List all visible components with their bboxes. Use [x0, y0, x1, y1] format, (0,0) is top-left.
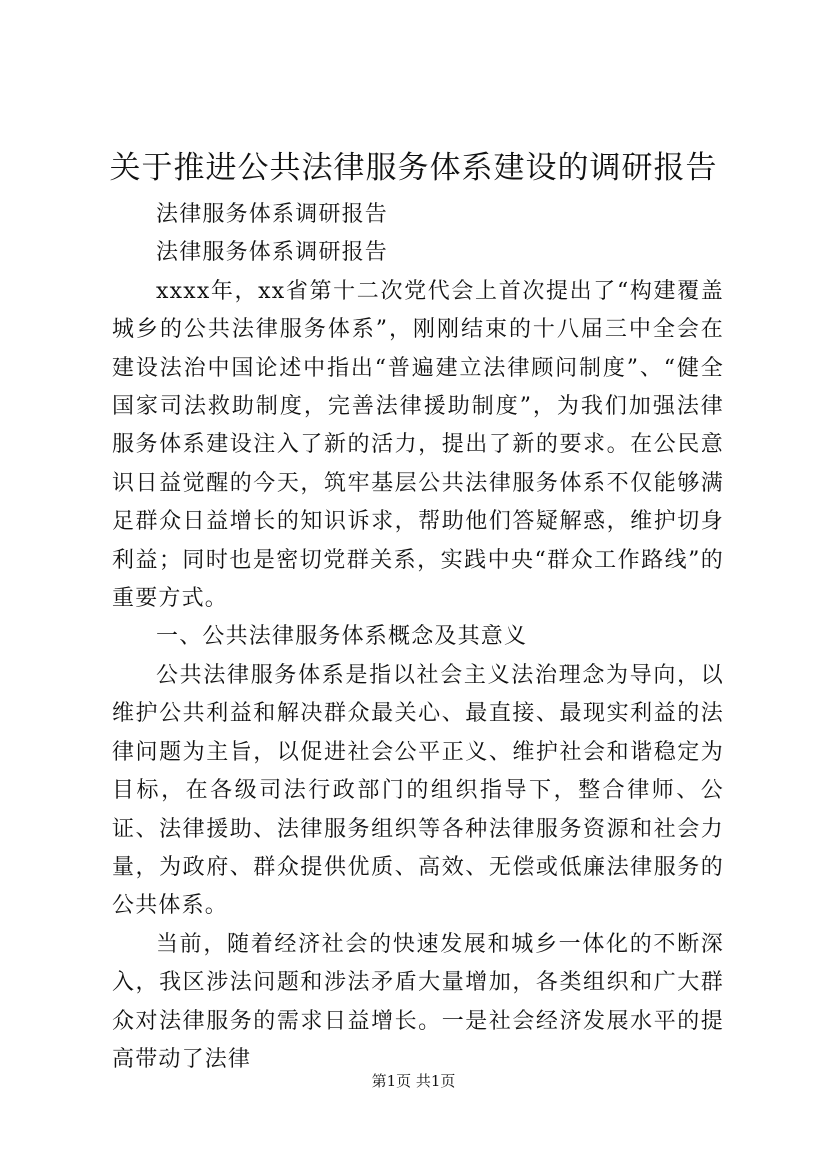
section-heading: 一、公共法律服务体系概念及其意义 [156, 624, 528, 650]
document-title: 关于推进公共法律服务体系建设的调研报告 [109, 150, 718, 186]
subtitle-line: 法律服务体系调研报告 [156, 202, 389, 227]
subtitle-line: 法律服务体系调研报告 [156, 240, 389, 266]
body-paragraph: 当前，随着经济社会的快速发展和城乡一体化的不断深入，我区涉法问题和涉法矛盾大量增加，各类组织和广大群众对法律服务的需求日益增长。一是社会经济发展水平的提高带动了法律 [112, 931, 724, 1072]
body-paragraph: 公共法律服务体系是指以社会主义法治理念为导向，以维护公共利益和解决群众最关心、最直接、最现实利益的法律问题为主旨，以促进社会公平正义、维护社会和谐稳定为目标，在各级司法行政部门的组织指导下，整合律师、公证、法律援助、法律服务组织等各种法律服务资源和社会力量，为政府、群众提供优质、高效、无偿或低廉法律服务的公共体系。 [112, 662, 724, 919]
page-number-footer: 第1页 共1页 [371, 1072, 456, 1090]
document-body [112, 196, 724, 1079]
body-paragraph: xxxx年，xx省第十二次党代会上首次提出了“构建覆盖城乡的公共法律服务体系”，刚刚结束的十八届三中全会在建设法治中国论述中指出“普遍建立法律顾问制度”、“健全国家司法救助制度，完善法律援助制度”，为我们加强法律服务体系建设注入了新的活力，提出了新的要求。在公民意识日益觉醒的今天，筑牢基层公共法律服务体系不仅能够满足群众日益增长的知识诉求，帮助他们答疑解惑，维护切身利益；同时也是密切党群关系，实践中央“群众工作路线”的重要方式。 [112, 278, 724, 612]
